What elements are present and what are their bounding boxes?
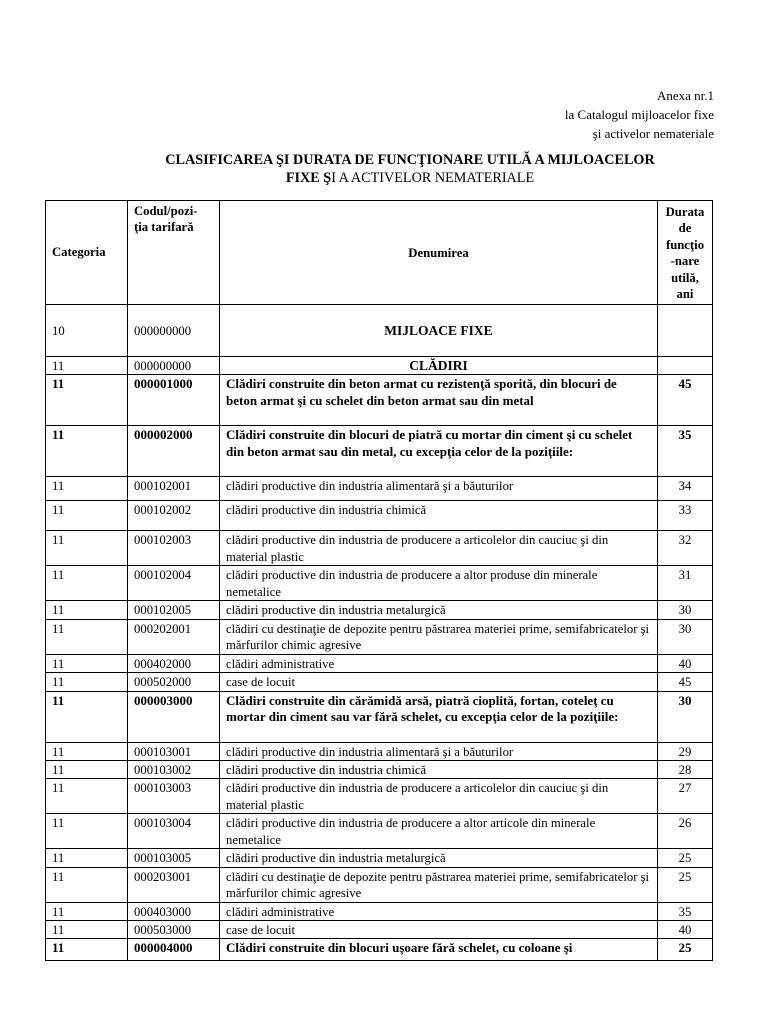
annex-number: Anexa nr.1 (656, 88, 714, 103)
table-row: 11 000002000 Clădiri construite din blocuri de piatră cu mortar din ciment şi cu schelet din beton armat sau din metal, cu excepţia celor de la poziţiile: 35 (46, 426, 713, 477)
header-durata: Durata de funcţio -nare utilă, ani (658, 201, 713, 305)
table-row: 11 000102002 clădiri productive din industria chimică 33 (46, 501, 713, 531)
title-line-2 (100, 169, 720, 187)
table-header-row (46, 201, 713, 305)
table-row: 11 000103001 clădiri productive din industria alimentară şi a băuturilor 29 (46, 742, 713, 760)
table-row: 11 000102001 clădiri productive din industria alimentară şi a băuturilor 34 (46, 477, 713, 501)
table-row: 11 000003000 Clădiri construite din cărămidă arsă, piatră cioplită, fortan, coteleţ cu mortar din ciment sau var fără schelet, cu excepţia celor de la poziţiile: 30 (46, 691, 713, 742)
table-row: 11 000001000 Clădiri construite din beton armat cu rezistenţă sporită, din blocuri de beton armat şi cu schelet din beton armat sau din metal 45 (46, 375, 713, 426)
table-row: 11 000102003 clădiri productive din industria de producere a articolelor din cauciuc şi din material plastic 32 (46, 531, 713, 566)
table-row: 11 000502000 case de locuit 45 (46, 673, 713, 691)
header-categoria: Categoria (46, 201, 128, 305)
title-line-1: CLASIFICAREA ŞI DURATA DE FUNCŢIONARE UTILĂ A MIJLOACELOR (165, 152, 655, 168)
table-row: 11 000102004 clădiri productive din industria de producere a altor produse din minerale nemetalice 31 (46, 566, 713, 601)
table-row: 11 000102005 clădiri productive din industria metalurgică 30 (46, 601, 713, 619)
table-row: 11 000202001 clădiri cu destinaţie de depozite pentru păstrarea materiei prime, semifabricatelor şi mărfurilor chimic agresive 30 (46, 619, 713, 654)
table-row: 11 000503000 case de locuit 40 (46, 921, 713, 939)
header-codul: Codul/pozi- ţia tarifară (128, 201, 220, 305)
table-row: 11 000004000 Clădiri construite din blocuri uşoare fără schelet, cu coloane şi 25 (46, 939, 713, 961)
header-denumirea: Denumirea (220, 201, 658, 305)
table-row: 11 000103003 clădiri productive din industria de producere a articolelor din cauciuc şi din material plastic 27 (46, 779, 713, 814)
annex-reference (565, 86, 714, 143)
title-line-2-bold: FIXE Ş (285, 170, 332, 186)
table-row: 11 000103002 clădiri productive din industria chimică 28 (46, 761, 713, 779)
annex-assets-line: şi activelor nemateriale (592, 126, 714, 141)
table-row: 11 000103004 clădiri productive din industria de producere a altor articole din minerale nemetalice 26 (46, 814, 713, 849)
table-row: 11 000402000 clădiri administrative 40 (46, 654, 713, 672)
table-row: 11 000000000 CLĂDIRI (46, 357, 713, 375)
title-line-2-rest: I A ACTIVELOR NEMATERIALE (331, 170, 535, 186)
table-row: 11 000203001 clădiri cu destinaţie de depozite pentru păstrarea materiei prime, semifabricatelor şi mărfurilor chimic agresive 25 (46, 867, 713, 902)
table-row: 11 000103005 clădiri productive din industria metalurgică 25 (46, 849, 713, 867)
annex-catalog-line: la Catalogul mijloacelor fixe (564, 107, 714, 122)
table-row: 11 000403000 clădiri administrative 35 (46, 902, 713, 920)
classification-table (45, 200, 713, 961)
table-row: 10 000000000 MIJLOACE FIXE (46, 305, 713, 357)
document-title (100, 151, 720, 187)
